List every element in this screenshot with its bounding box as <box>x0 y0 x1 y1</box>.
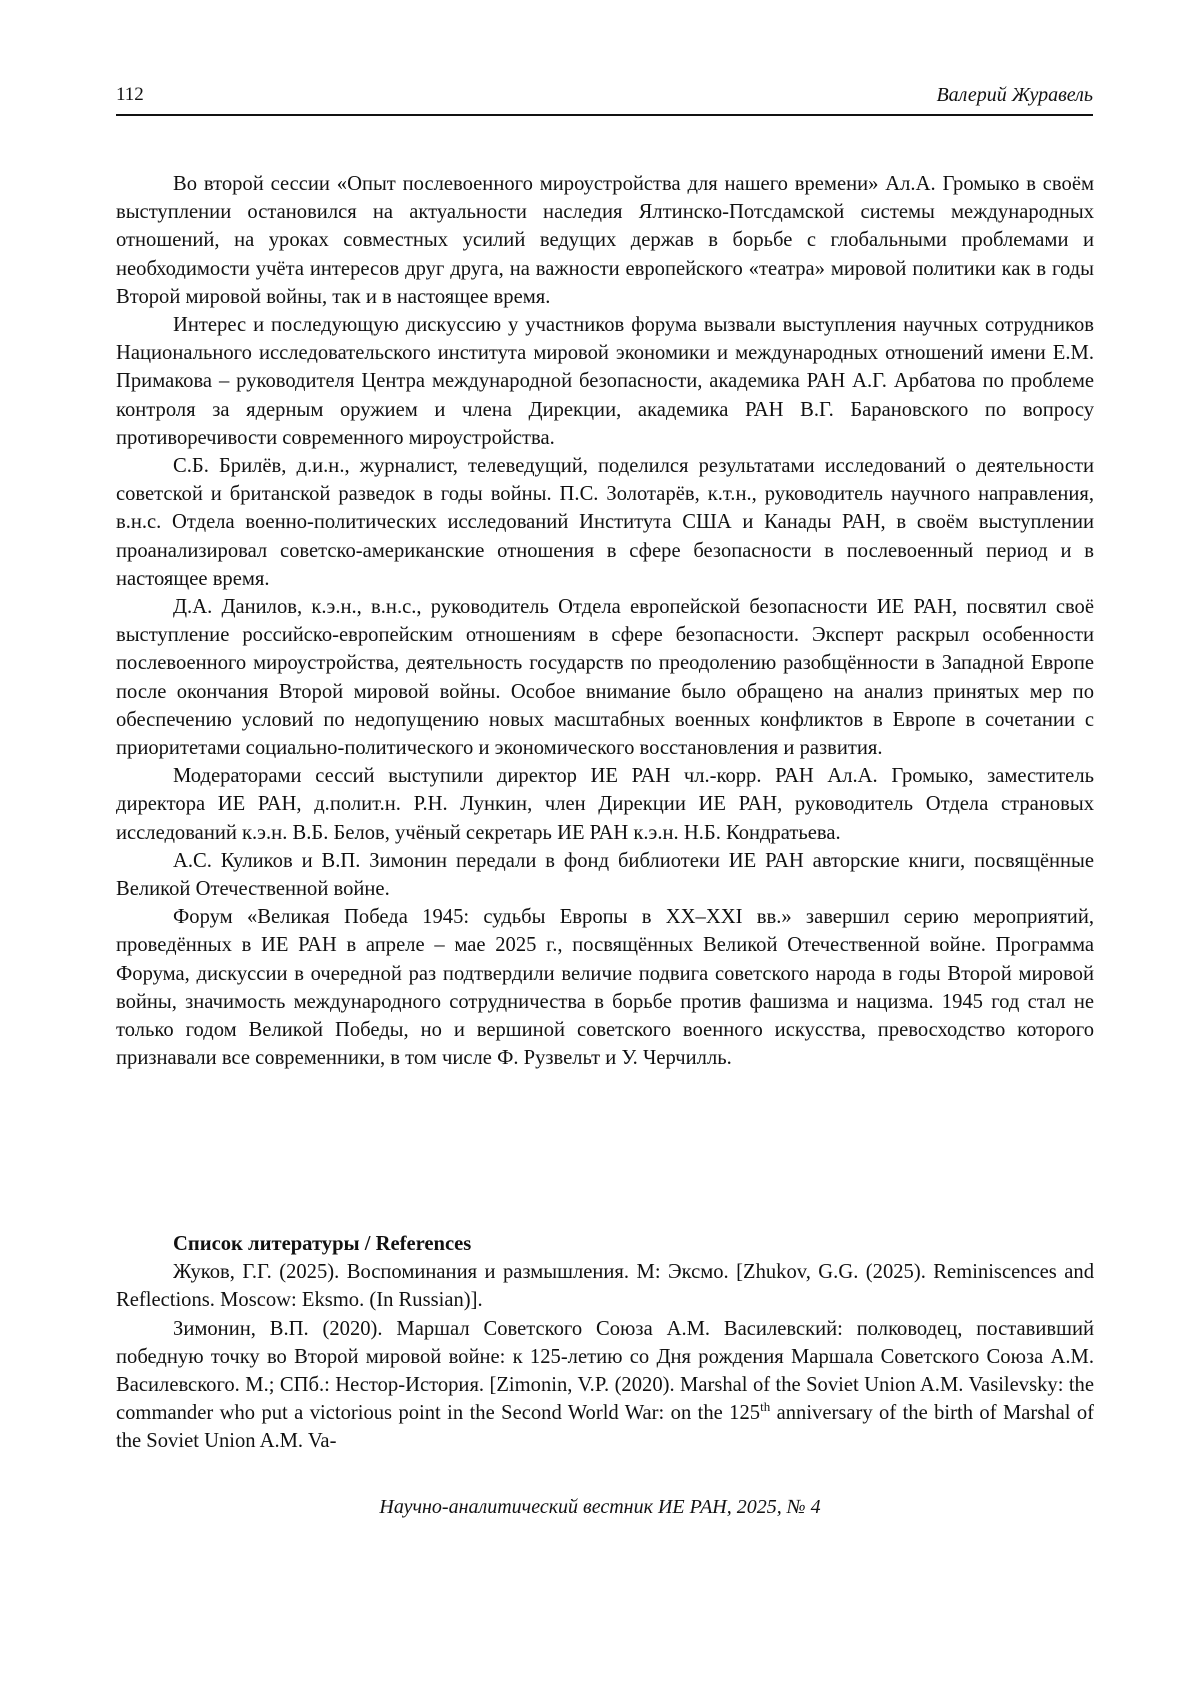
paragraph: Форум «Великая Победа 1945: судьбы Европы в XX–XXI вв.» завершил серию мероприятий, проведённых в ИЕ РАН в апреле – мае 2025 г., посвящённых Великой Отечественной войне. Программа Форума, дискуссии в очередной раз подтвердили величие подвига советского народа в годы Второй мировой войны, значимость международного сотрудничества в борьбе против фашизма и нацизма. 1945 год стал не только годом Великой Победы, но и вершиной советского военного искусства, превосходство которого признавали все современники, в том числе Ф. Рузвельт и У. Черчилль. <box>116 906 1094 1070</box>
reference-item <box>116 1315 1094 1456</box>
ordinal-suffix: th <box>760 1399 771 1415</box>
references-section <box>116 1230 1094 1456</box>
running-header <box>116 84 1093 116</box>
paragraph: А.С. Куликов и В.П. Зимонин передали в фонд библиотеки ИЕ РАН авторские книги, посвящённые Великой Отечественной войне. <box>116 849 1094 901</box>
paragraph: Д.А. Данилов, к.э.н., в.н.с., руководитель Отдела европейской безопасности ИЕ РАН, посвятил своё выступление российско-европейским отношениям в сфере безопасности. Эксперт раскрыл особенности послевоенного мироустройства, деятельность государств по преодолению разобщённости в Западной Европе после окончания Второй мировой войны. Особое внимание было обращено на анализ принятых мер по обеспечению условий по недопущению новых масштабных военных конфликтов в Европе в сочетании с приоритетами социально-политического и экономического восстановления и развития. <box>116 596 1094 760</box>
page-number: 112 <box>116 84 144 105</box>
paragraph: Во второй сессии «Опыт послевоенного мироустройства для нашего времени» Ал.А. Громыко в своём выступлении остановился на актуальности наследия Ялтинско-Потсдамской системы международных отношений, на уроках совместных усилий ведущих держав в борьбе с глобальными проблемами и необходимости учёта интересов друг друга, на важности европейского «театра» мировой политики как в годы Второй мировой войны, так и в настоящее время. <box>116 173 1094 308</box>
paragraph: С.Б. Брилёв, д.и.н., журналист, телеведущий, поделился результатами исследований о деятельности советской и британской разведок в годы войны. П.С. Золотарёв, к.т.н., руководитель научного направления, в.н.с. Отдела военно-политических исследований Института США и Канады РАН, в своём выступлении проанализировал советско-американские отношения в сфере безопасности в послевоенный период и в настоящее время. <box>116 455 1094 590</box>
paragraph: Интерес и последующую дискуссию у участников форума вызвали выступления научных сотрудников Национального исследовательского института мировой экономики и международных отношений имени Е.М. Примакова – руководителя Центра международной безопасности, академика РАН А.Г. Арбатова по проблеме контроля за ядерным оружием и члена Дирекции, академика РАН В.Г. Барановского по вопросу противоречивости современного мироустройства. <box>116 314 1094 449</box>
journal-footer: Научно-аналитический вестник ИЕ РАН, 2025, № 4 <box>379 1496 821 1518</box>
reference-text: Зимонин, В.П. (2020). Маршал Советского Союза А.М. Василевский: полководец, поставивший победную точку во Второй мировой войне: к 125-летию со Дня рождения Маршала Советского Союза А.М. Василевского. М.; СПб.: Нестор-История. [Zimonin, V.P. (2020). Marshal of the Soviet Union A.M. Vasilevsky: the commander who put a victorious point in the Second World War: on the 125 <box>116 1317 1094 1425</box>
paragraph: Модераторами сессий выступили директор ИЕ РАН чл.-корр. РАН Ал.А. Громыко, заместитель директора ИЕ РАН, д.полит.н. Р.Н. Лункин, член Дирекции ИЕ РАН, руководитель Отдела страновых исследований к.э.н. В.Б. Белов, учёный секретарь ИЕ РАН к.э.н. Н.Б. Кондратьева. <box>116 765 1094 844</box>
running-author: Валерий Журавель <box>936 84 1093 106</box>
references-heading: Список литературы / References <box>173 1233 472 1255</box>
article-body <box>116 170 1094 1073</box>
reference-item: Жуков, Г.Г. (2025). Воспоминания и размышления. М: Эксмо. [Zhukov, G.G. (2025). Reminiscences and Reflections. Moscow: Eksmo. (In Russian)]. <box>116 1261 1094 1312</box>
reference-text-continued: anniversary of the birth of Marshal of the Soviet Union A.M. Va- <box>116 1402 1094 1453</box>
